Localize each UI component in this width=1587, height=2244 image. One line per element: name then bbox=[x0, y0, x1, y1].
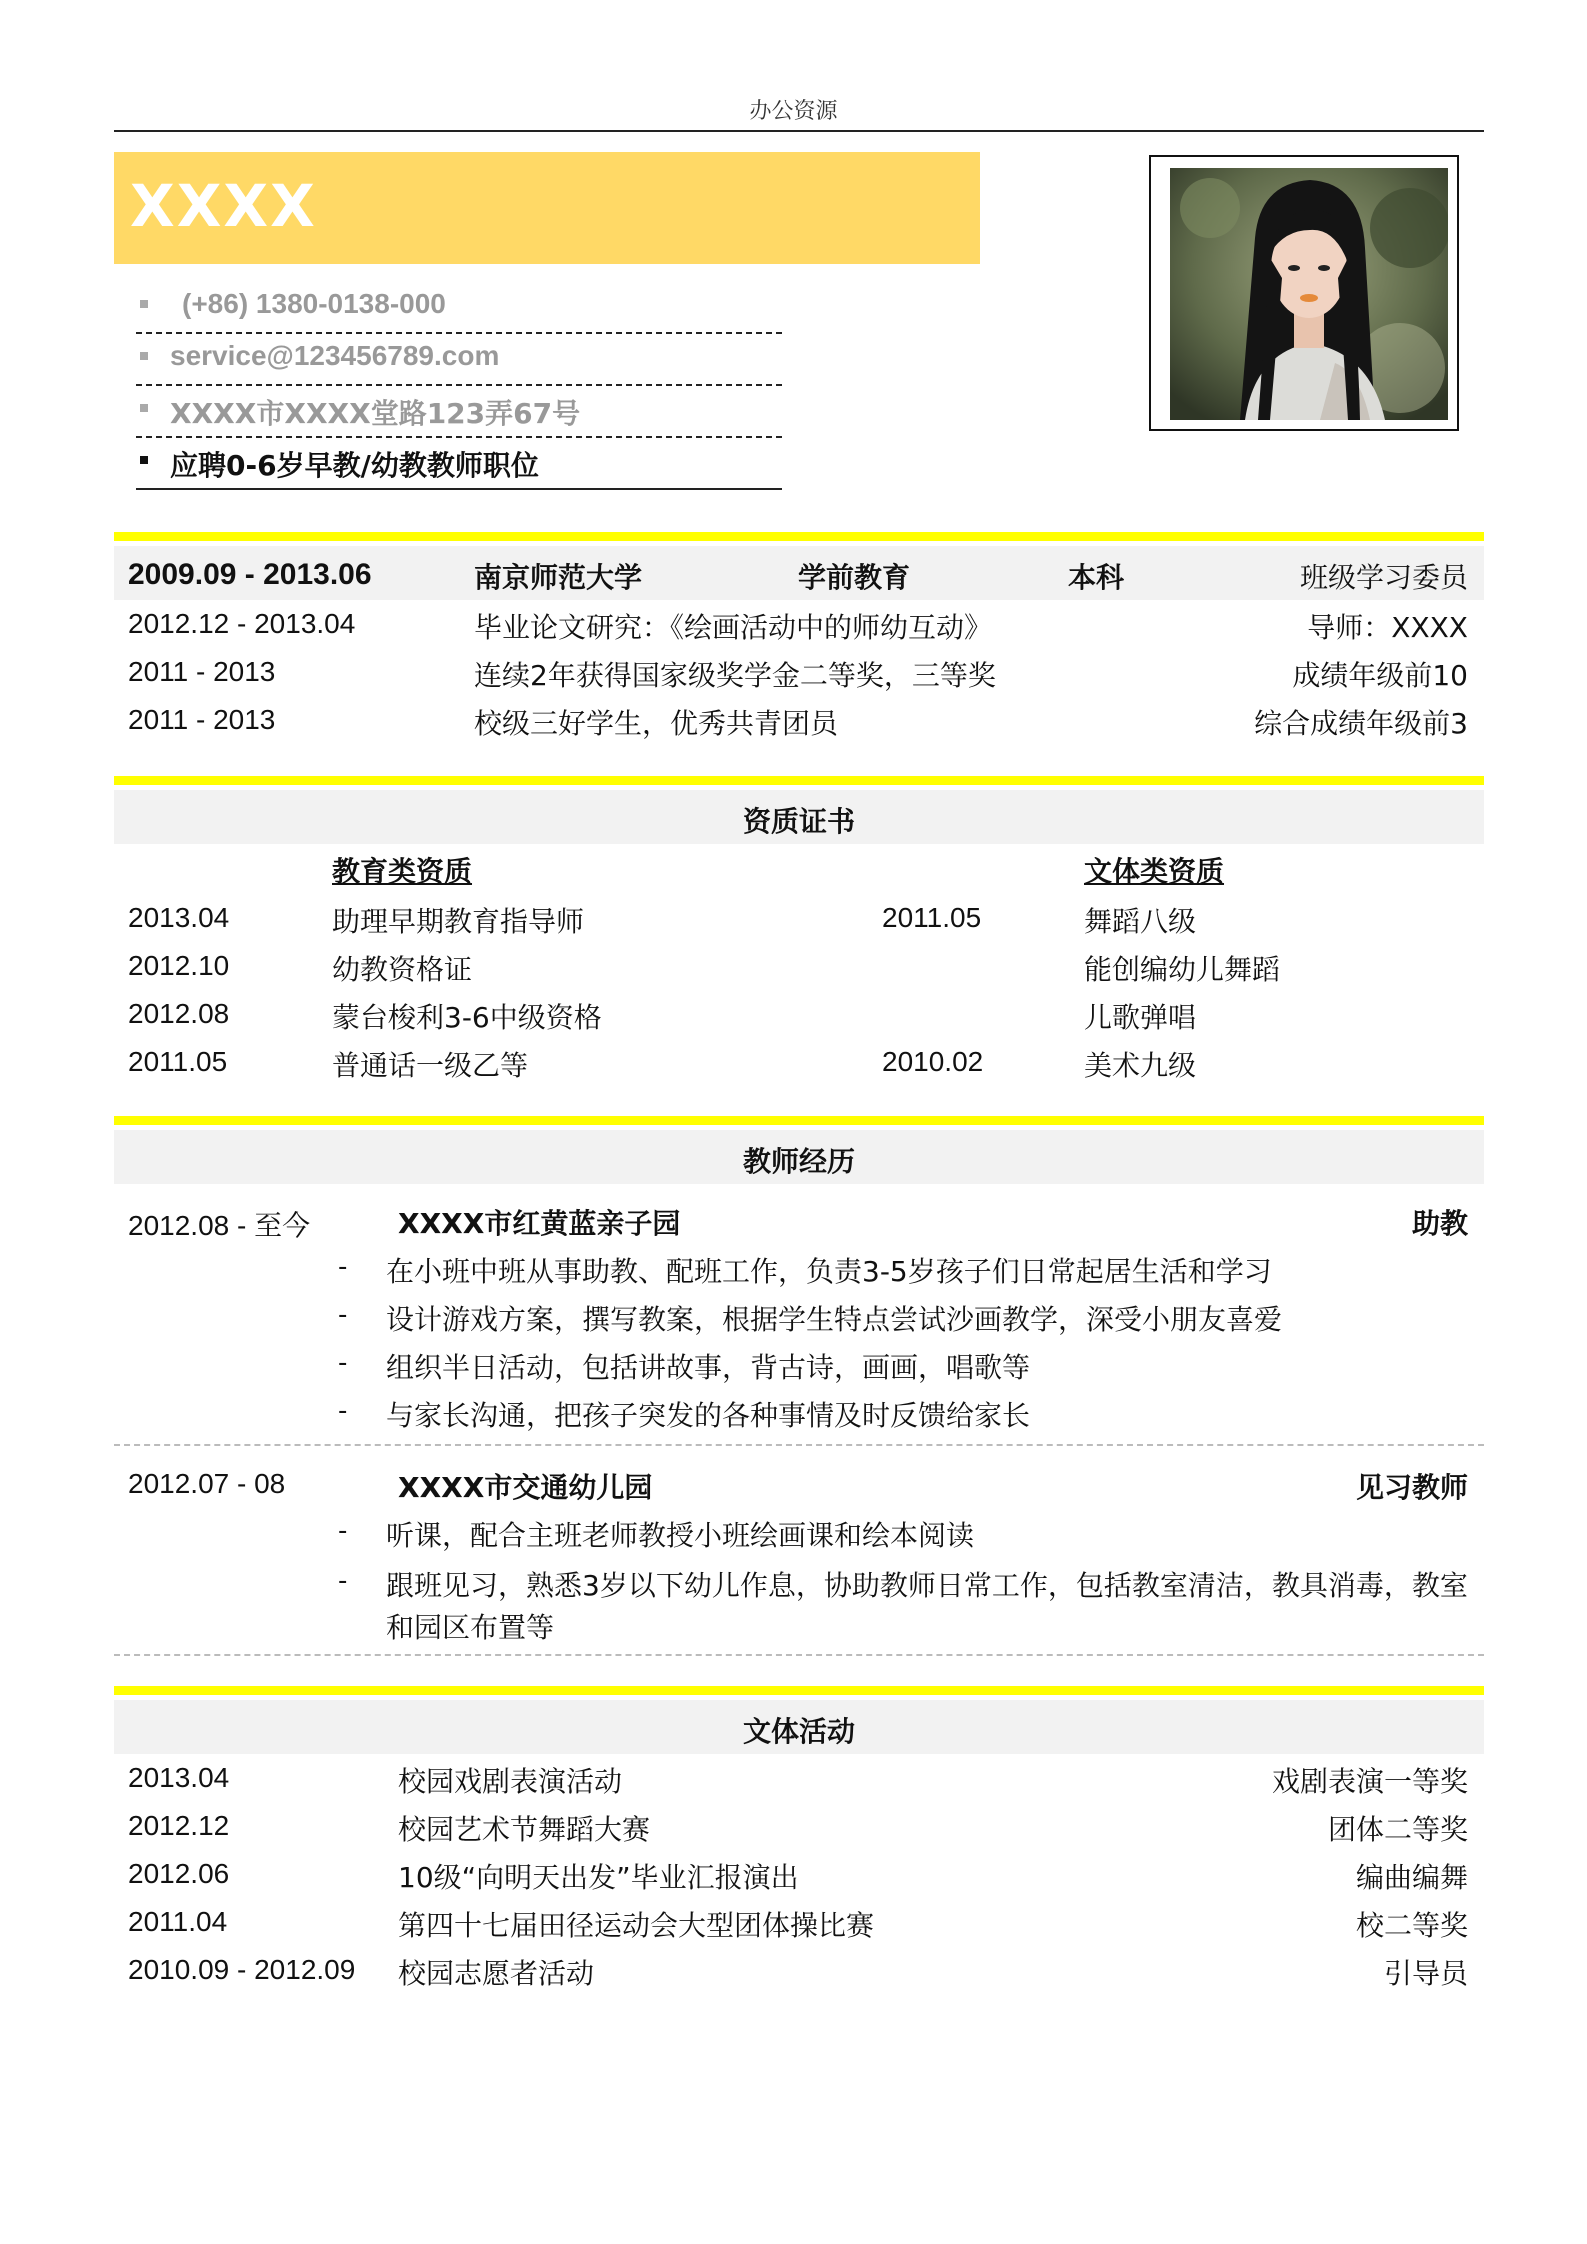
contact-address bbox=[136, 384, 782, 438]
cert-date: 2012.08 bbox=[128, 998, 230, 1029]
dash-bullet-icon: - bbox=[338, 1516, 348, 1546]
activity-award: 编曲编舞 bbox=[1355, 1861, 1468, 1894]
address-text: XXXX市XXXX堂路123弄67号 bbox=[170, 397, 581, 430]
education-period: 2009.09 - 2013.06 bbox=[128, 558, 372, 591]
activity-name: 第四十七届田径运动会大型团体操比赛 bbox=[398, 1909, 875, 1942]
header-divider bbox=[114, 130, 1484, 132]
section-accent-bar bbox=[114, 1116, 1484, 1125]
edu-row-note: 综合成绩年级前3 bbox=[1254, 707, 1468, 740]
bullet-icon bbox=[140, 404, 148, 412]
job-duty: 设计游戏方案，撰写教案，根据学生特点尝试沙画教学，深受小朋友喜爱 bbox=[386, 1303, 1283, 1336]
education-major: 学前教育 bbox=[798, 561, 911, 594]
edu-row-period: 2011 - 2013 bbox=[128, 656, 276, 687]
activity-date: 2010.09 - 2012.09 bbox=[128, 1954, 356, 1985]
activity-name: 10级“向明天出发”毕业汇报演出 bbox=[398, 1861, 799, 1894]
dash-bullet-icon: - bbox=[338, 1396, 348, 1426]
cert-item-2: 儿歌弹唱 bbox=[1084, 1001, 1197, 1034]
cert-item-2: 美术九级 bbox=[1084, 1049, 1197, 1082]
activity-name: 校园戏剧表演活动 bbox=[398, 1765, 623, 1798]
certs-section-title: 资质证书 bbox=[742, 805, 855, 838]
job-organization: XXXX市交通幼儿园 bbox=[398, 1471, 653, 1504]
certs-right-heading: 文体类资质 bbox=[1084, 855, 1225, 888]
cert-item: 助理早期教育指导师 bbox=[332, 905, 585, 938]
section-accent-bar bbox=[114, 776, 1484, 785]
edu-row-desc: 连续2年获得国家级奖学金二等奖，三等奖 bbox=[474, 659, 996, 692]
activity-award: 团体二等奖 bbox=[1327, 1813, 1468, 1846]
edu-row-note: 导师：XXXX bbox=[1307, 611, 1468, 644]
edu-row-desc: 校级三好学生，优秀共青团员 bbox=[474, 707, 839, 740]
cert-item-2: 舞蹈八级 bbox=[1084, 905, 1197, 938]
job-duty: 与家长沟通，把孩子突发的各种事情及时反馈给家长 bbox=[386, 1399, 1031, 1432]
job-duty: 跟班见习，熟悉3岁以下幼儿作息，协助教师日常工作，包括教室清洁，教具消毒，教室 bbox=[386, 1569, 1468, 1602]
education-role: 班级学习委员 bbox=[1299, 561, 1468, 594]
cert-date: 2011.05 bbox=[128, 1046, 228, 1077]
section-accent-bar bbox=[114, 1686, 1484, 1695]
cert-item: 普通话一级乙等 bbox=[332, 1049, 529, 1082]
cert-item: 幼教资格证 bbox=[332, 953, 473, 986]
job-period: 2012.08 - 至今 bbox=[128, 1210, 311, 1241]
cert-item-2: 能创编幼儿舞蹈 bbox=[1084, 953, 1281, 986]
activity-award: 校二等奖 bbox=[1355, 1909, 1468, 1942]
activity-name: 校园志愿者活动 bbox=[398, 1957, 595, 1990]
edu-row-period: 2012.12 - 2013.04 bbox=[128, 608, 356, 639]
experience-section-title: 教师经历 bbox=[742, 1145, 855, 1178]
job-organization: XXXX市红黄蓝亲子园 bbox=[398, 1207, 681, 1240]
education-degree: 本科 bbox=[1068, 561, 1125, 594]
email-text: service@123456789.com bbox=[170, 340, 500, 371]
contact-objective bbox=[136, 436, 782, 490]
job-divider bbox=[114, 1654, 1484, 1656]
page-header-title: 办公资源 bbox=[749, 99, 838, 124]
job-duty-continued: 和园区布置等 bbox=[386, 1611, 555, 1644]
dash-bullet-icon: - bbox=[338, 1566, 348, 1596]
cert-date-2: 2010.02 bbox=[882, 1046, 984, 1077]
job-duty: 在小班中班从事助教、配班工作，负责3-5岁孩子们日常起居生活和学习 bbox=[386, 1255, 1272, 1288]
edu-row-note: 成绩年级前10 bbox=[1292, 659, 1468, 692]
activities-section-title: 文体活动 bbox=[742, 1715, 855, 1748]
activity-award: 引导员 bbox=[1383, 1957, 1468, 1990]
bullet-icon bbox=[140, 352, 148, 360]
edu-row-period: 2011 - 2013 bbox=[128, 704, 276, 735]
candidate-name: XXXX bbox=[130, 172, 317, 240]
job-duty: 听课，配合主班老师教授小班绘画课和绘本阅读 bbox=[386, 1519, 975, 1552]
bullet-icon bbox=[140, 300, 148, 308]
certs-left-heading: 教育类资质 bbox=[332, 855, 473, 888]
cert-date: 2013.04 bbox=[128, 902, 230, 933]
job-role: 见习教师 bbox=[1355, 1471, 1468, 1504]
activity-date: 2013.04 bbox=[128, 1762, 230, 1793]
portrait-photo bbox=[1170, 168, 1448, 420]
dash-bullet-icon: - bbox=[338, 1252, 348, 1282]
edu-row-desc: 毕业论文研究：《绘画活动中的师幼互动》 bbox=[474, 611, 993, 644]
dash-bullet-icon: - bbox=[338, 1300, 348, 1330]
activity-name: 校园艺术节舞蹈大赛 bbox=[398, 1813, 651, 1846]
objective-text: 应聘0-6岁早教/幼教教师职位 bbox=[170, 449, 539, 482]
activity-date: 2012.06 bbox=[128, 1858, 230, 1889]
job-divider bbox=[114, 1444, 1484, 1446]
job-role: 助教 bbox=[1411, 1207, 1468, 1240]
cert-date: 2012.10 bbox=[128, 950, 230, 981]
cert-date-2: 2011.05 bbox=[882, 902, 982, 933]
contact-email bbox=[136, 332, 782, 386]
portrait-photo-icon bbox=[1170, 168, 1448, 420]
contact-phone bbox=[136, 280, 782, 334]
activity-award: 戏剧表演一等奖 bbox=[1271, 1765, 1468, 1798]
bullet-icon bbox=[140, 456, 148, 464]
job-period: 2012.07 - 08 bbox=[128, 1468, 286, 1499]
education-school: 南京师范大学 bbox=[474, 561, 643, 594]
section-accent-bar bbox=[114, 532, 1484, 541]
phone-text: (+86) 1380-0138-000 bbox=[182, 288, 446, 319]
cert-item: 蒙台梭利3-6中级资格 bbox=[332, 1001, 602, 1034]
job-duty: 组织半日活动，包括讲故事，背古诗，画画，唱歌等 bbox=[386, 1351, 1031, 1384]
dash-bullet-icon: - bbox=[338, 1348, 348, 1378]
activity-date: 2011.04 bbox=[128, 1906, 228, 1937]
activity-date: 2012.12 bbox=[128, 1810, 230, 1841]
